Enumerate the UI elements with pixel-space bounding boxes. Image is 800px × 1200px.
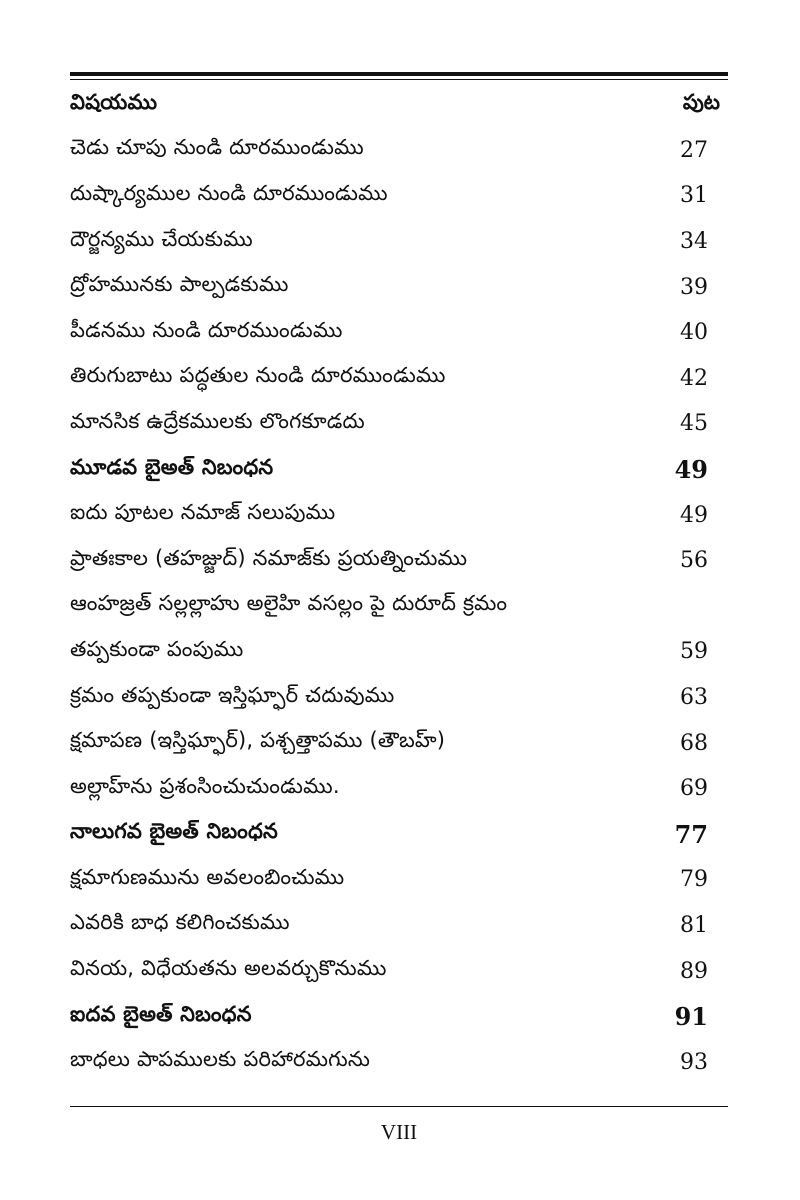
toc-entry bbox=[70, 675, 728, 721]
toc-entry-page: 63 bbox=[680, 685, 708, 711]
toc-entry-title: పీడనము నుండి దూరముండుము bbox=[70, 317, 343, 342]
toc-entry-page: 27 bbox=[680, 137, 708, 163]
toc-entry-title: మూడవ బైఅత్ నిబంధన bbox=[70, 454, 274, 479]
toc-entry-page: 89 bbox=[680, 958, 708, 984]
column-header-subject: విషయము bbox=[70, 89, 158, 114]
toc-entry-page: 39 bbox=[680, 274, 708, 300]
table-of-contents bbox=[70, 82, 728, 1085]
toc-entry-title: నాలుగవ బైఅత్ నిబంధన bbox=[70, 819, 278, 844]
toc-entry bbox=[70, 401, 728, 447]
toc-entry-page: 34 bbox=[680, 229, 708, 255]
toc-entry bbox=[70, 720, 728, 766]
toc-entry bbox=[70, 310, 728, 356]
toc-entry bbox=[70, 766, 728, 812]
toc-entry bbox=[70, 903, 728, 949]
toc-entry bbox=[70, 356, 728, 402]
toc-entry bbox=[70, 948, 728, 994]
toc-entry-page: 31 bbox=[680, 183, 708, 209]
toc-entry-page: 81 bbox=[680, 912, 708, 938]
toc-entry-title: ఐదవ బైఅత్ నిబంధన bbox=[70, 1001, 252, 1026]
toc-entry-title: అల్లాహ్‌ను ప్రశంసించుచుండుము. bbox=[70, 773, 340, 798]
toc-entry-page: 42 bbox=[680, 365, 708, 391]
toc-entry bbox=[70, 857, 728, 903]
toc-entry-title: క్రమం తప్పకుండా ఇస్తిఘ్ఫార్ చదువుము bbox=[70, 682, 395, 707]
toc-entry-title: ఎవరికి బాధ కలిగించకుము bbox=[70, 910, 290, 935]
toc-entry-page: 49 bbox=[674, 455, 708, 485]
top-thick-rule bbox=[70, 72, 728, 76]
toc-entry-title: మానసిక ఉద్రేకములకు లొంగకూడదు bbox=[70, 408, 365, 433]
page-number-footer: VIII bbox=[380, 1120, 418, 1144]
toc-entry-page: 91 bbox=[674, 1002, 708, 1032]
toc-entry-page: 59 bbox=[680, 639, 708, 665]
toc-entry-title: ద్రోహమునకు పాల్పడకుము bbox=[70, 272, 289, 297]
toc-entry-title: ఆంహజ్రత్ సల్లల్లాహు అలైహి వసల్లం పై దురూద్ క్రమం bbox=[70, 591, 508, 616]
toc-entry-title: దుష్కార్యముల నుండి దూరముండుము bbox=[70, 180, 388, 205]
toc-entry bbox=[70, 629, 728, 675]
toc-entry-title: వినయ, విధేయతను అలవర్చుకొనుము bbox=[70, 956, 387, 981]
toc-entry-title: బాధలు పాపములకు పరిహారమగును bbox=[70, 1047, 371, 1072]
toc-section-heading bbox=[70, 812, 728, 858]
toc-entry-page: 40 bbox=[680, 320, 708, 346]
toc-entry-title: ఐదు పూటల నమాజ్ సలుపుము bbox=[70, 500, 336, 525]
bottom-rule bbox=[70, 1106, 728, 1107]
toc-section-heading bbox=[70, 994, 728, 1040]
toc-entry-page: 93 bbox=[680, 1049, 708, 1075]
toc-entry-page: 79 bbox=[680, 867, 708, 893]
toc-entry-title: క్షమాగుణమును అవలంబించుము bbox=[70, 864, 345, 889]
toc-entry-page: 45 bbox=[680, 411, 708, 437]
toc-entry-page: 49 bbox=[680, 502, 708, 528]
toc-entry bbox=[70, 219, 728, 265]
toc-entry-page: 77 bbox=[674, 819, 708, 849]
toc-entry bbox=[70, 538, 728, 584]
toc-entry-page: 56 bbox=[680, 548, 708, 574]
toc-entry bbox=[70, 128, 728, 174]
toc-entry-title: చెడు చూపు నుండి దూరముండుము bbox=[70, 135, 364, 160]
column-header-page: పుట bbox=[682, 89, 720, 114]
toc-entry-title: తిరుగుబాటు పద్ధతుల నుండి దూరముండుము bbox=[70, 363, 446, 388]
top-thin-rule bbox=[70, 79, 728, 80]
toc-entry-page: 69 bbox=[680, 776, 708, 802]
toc-entry bbox=[70, 173, 728, 219]
toc-entry-title: తప్పకుండా పంపుము bbox=[70, 636, 244, 661]
toc-entry bbox=[70, 264, 728, 310]
toc-header-row bbox=[70, 82, 728, 128]
toc-entry bbox=[70, 492, 728, 538]
toc-entry bbox=[70, 584, 728, 630]
toc-entry-title: క్షమాపణ (ఇస్తిఘ్ఫార్), పశ్చత్తాపము (తౌబహ్) bbox=[70, 728, 446, 753]
toc-entry bbox=[70, 1039, 728, 1085]
toc-entry-page: 68 bbox=[680, 730, 708, 756]
toc-entry-title: ప్రాతఃకాల (తహజ్జుద్) నమాజ్‌కు ప్రయత్నించుము bbox=[70, 545, 468, 570]
toc-page bbox=[70, 0, 728, 1200]
toc-entry-title: దౌర్జన్యము చేయకుము bbox=[70, 226, 253, 251]
toc-section-heading bbox=[70, 447, 728, 493]
